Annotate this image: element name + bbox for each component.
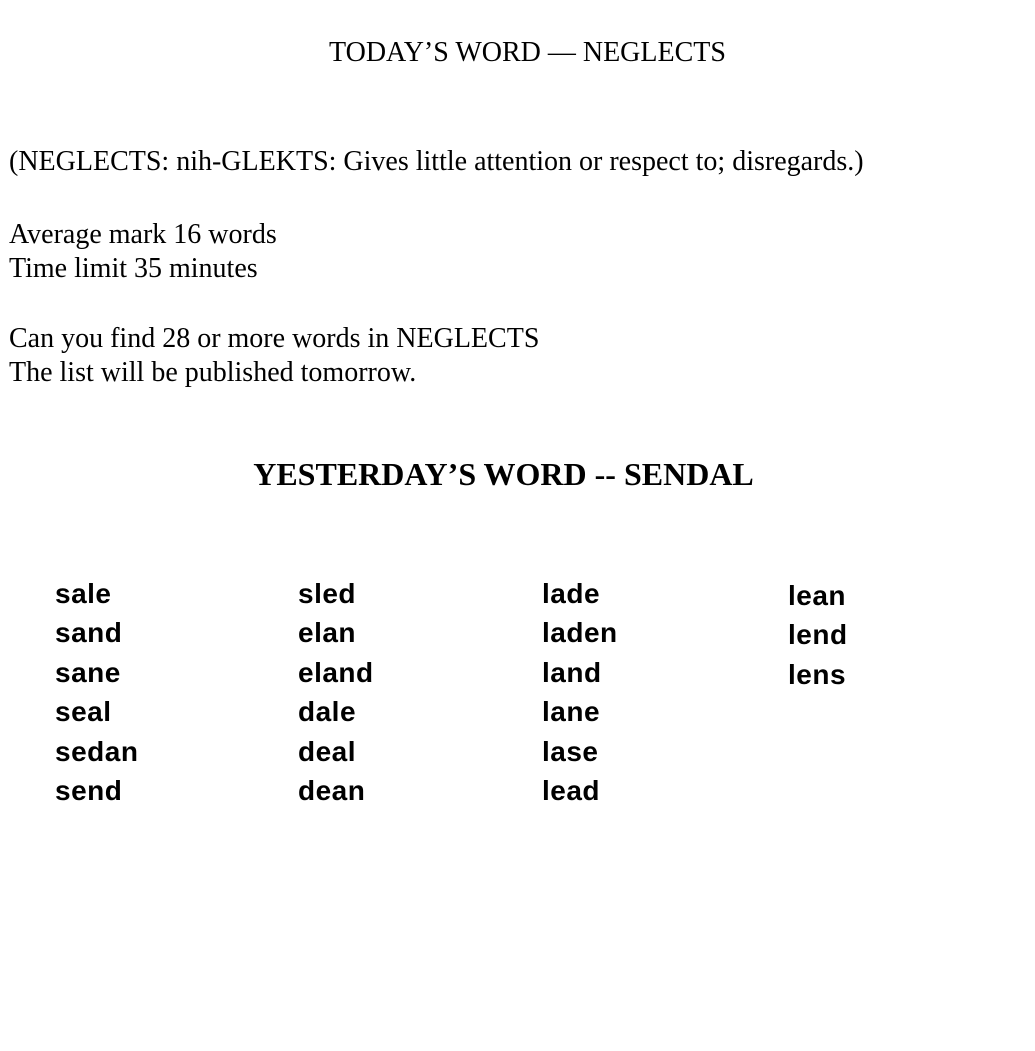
word-definition: (NEGLECTS: nih-GLEKTS: Gives little attention or respect to; disregards.) xyxy=(9,146,864,177)
word-list-item: lens xyxy=(788,658,847,690)
word-list-item: sled xyxy=(298,578,357,609)
average-mark: Average mark 16 words xyxy=(9,219,277,250)
word-list-item: seal xyxy=(55,696,112,728)
word-list-item: send xyxy=(55,775,123,807)
word-list-item: elan xyxy=(298,617,357,649)
word-list-item: lead xyxy=(542,775,601,807)
word-column-3 xyxy=(542,574,618,810)
word-list-item: dean xyxy=(298,775,366,807)
puzzle-stats xyxy=(9,218,277,286)
word-list-item: sane xyxy=(55,656,121,688)
word-list-item: sedan xyxy=(55,735,139,767)
yesterdays-word-title: YESTERDAY’S WORD -- SENDAL xyxy=(253,456,754,492)
word-list-item: lade xyxy=(542,578,601,609)
word-list-item: dale xyxy=(298,696,357,728)
word-list-item: sale xyxy=(55,578,112,609)
time-limit: Time limit 35 minutes xyxy=(9,253,258,284)
word-list-item: land xyxy=(542,656,602,688)
word-column-1 xyxy=(55,574,138,810)
challenge-text xyxy=(9,322,539,390)
word-list-item: laden xyxy=(542,617,618,649)
todays-word-title: TODAY’S WORD — NEGLECTS xyxy=(329,37,726,68)
word-list-item: lean xyxy=(788,580,847,611)
word-list-item: eland xyxy=(298,656,374,688)
publish-note: The list will be published tomorrow. xyxy=(9,357,417,388)
word-list-item: lase xyxy=(542,735,599,767)
word-list-item: sand xyxy=(55,617,123,649)
word-list-item: deal xyxy=(298,735,357,767)
word-column-2 xyxy=(298,574,374,810)
challenge-question: Can you find 28 or more words in NEGLECTS xyxy=(9,323,540,354)
word-list-item: lend xyxy=(788,619,848,651)
word-list-item: lane xyxy=(542,696,601,728)
word-column-4 xyxy=(788,576,848,694)
